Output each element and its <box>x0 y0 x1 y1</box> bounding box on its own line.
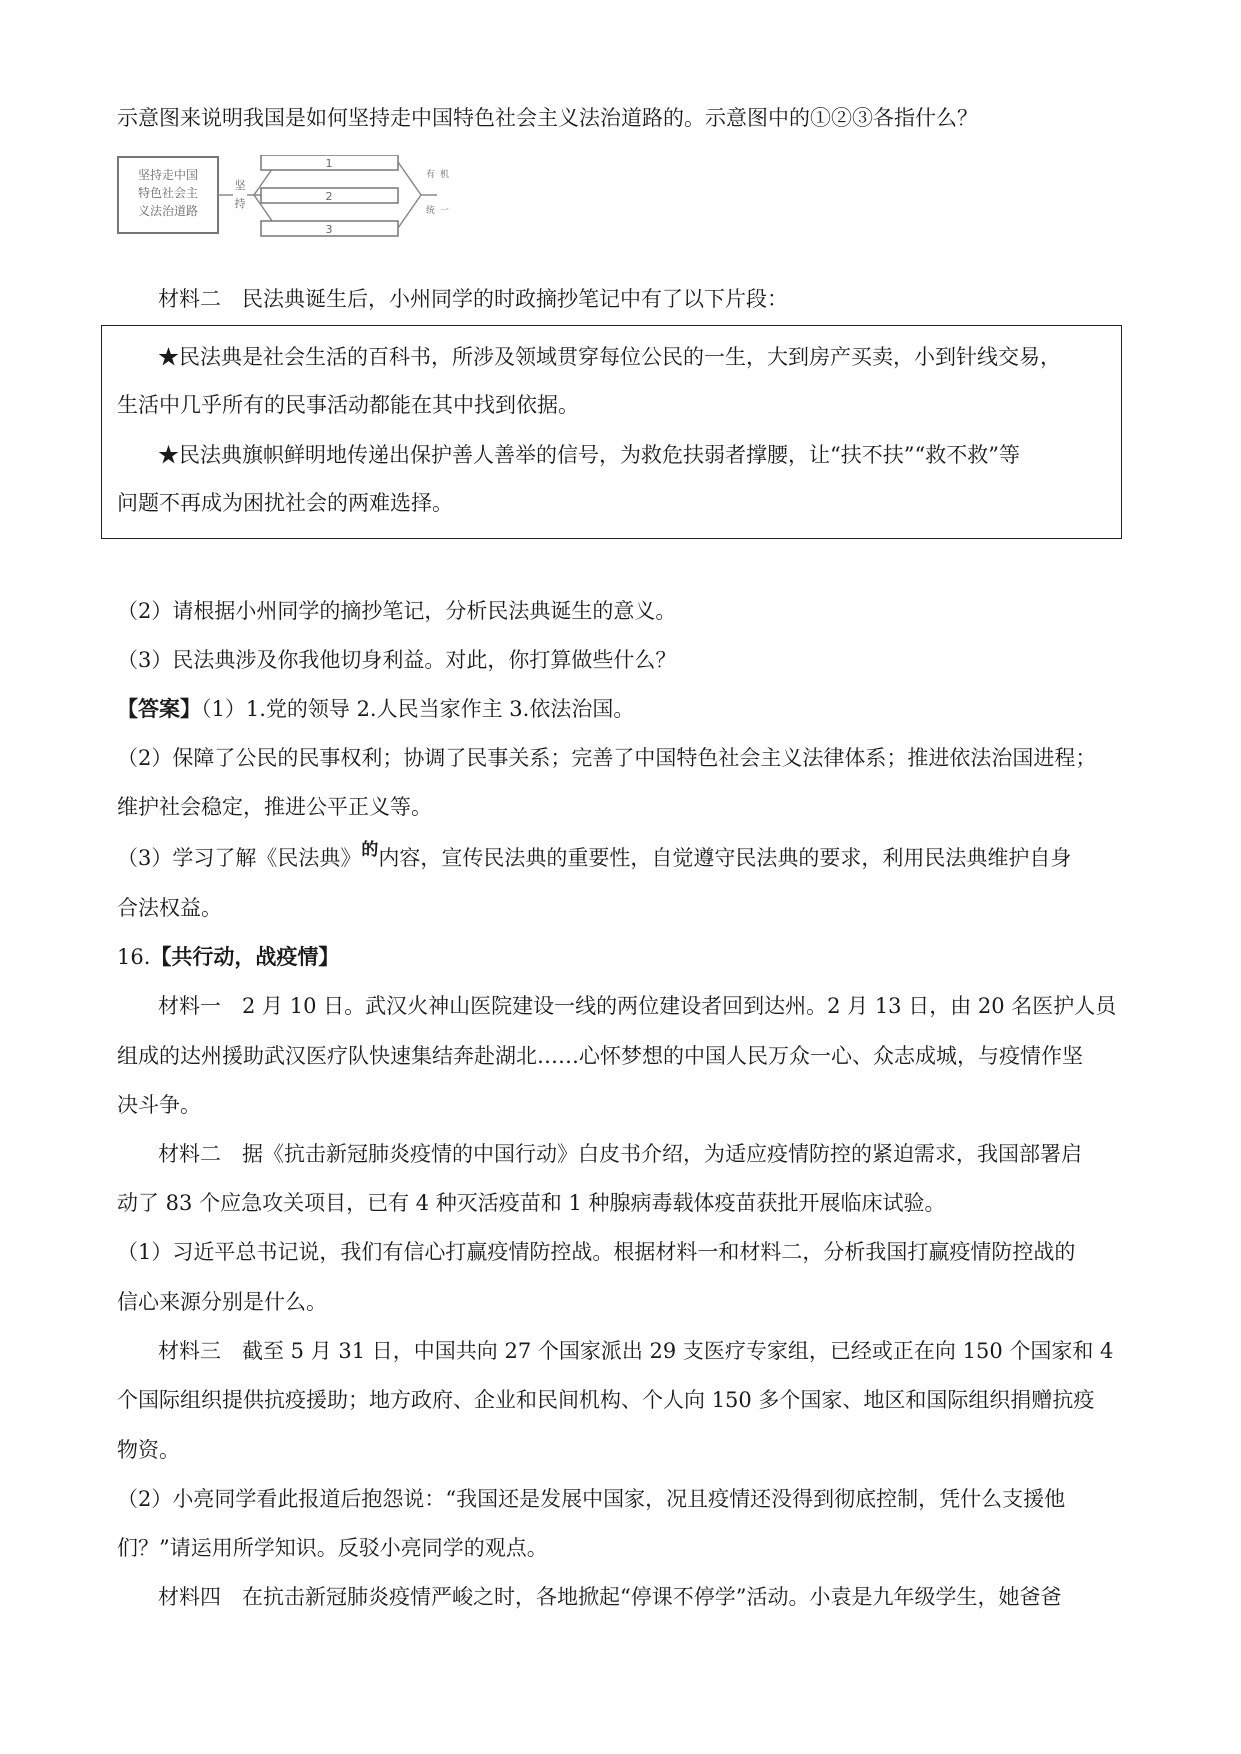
diagram-right-brace <box>398 162 421 228</box>
diagram-jian: 坚 <box>234 179 246 192</box>
q16-2-line-1: （2）小亮同学看此报道后抱怨说：“我国还是发展中国家，况且疫情还没得到彻底控制，凭什么支援他 <box>117 1487 1066 1511</box>
q16-1-line-1: （1）习近平总书记说，我们有信心打赢疫情防控战。根据材料一和材料二，分析我国打赢疫情防控战的 <box>117 1240 1076 1264</box>
question-3: （3）民法典涉及你我他切身利益。对此，你打算做些什么？ <box>117 648 677 672</box>
answer-3-superscript: 的 <box>361 840 379 860</box>
diagram-right-1: 有 <box>426 170 436 180</box>
note-line-2: 生活中几乎所有的民事活动都能在其中找到依据。 <box>117 393 579 417</box>
material3-line-1: 材料三 截至 5 月 31 日，中国共向 27 个国家派出 29 支医疗专家组，已经或正在向 150 个国家和 4 <box>158 1339 1114 1363</box>
diagram-right-4: 一 <box>440 206 450 216</box>
material1-line-3: 决斗争。 <box>117 1093 201 1117</box>
diagram-item-1: 1 <box>325 157 333 170</box>
diagram-item-3: 3 <box>325 223 333 236</box>
answer-3-line-1: （3）学习了解《民法典》$^的$内容，宣传民法典的重要性，自觉遵守民法典的要求，利用民法典维护自身 <box>117 840 1072 870</box>
answer-label: 【答案】 <box>117 696 201 721</box>
answer-1 <box>117 694 634 724</box>
material2-line-2: 动了 83 个应急攻关项目，已有 4 种灭活疫苗和 1 种腺病毒载体疫苗获批开展临床试验。 <box>117 1191 946 1215</box>
diagram-chi: 持 <box>234 197 246 210</box>
diagram-left-text-3: 义法治道路 <box>137 204 199 218</box>
note-line-1: ★民法典是社会生活的百科书，所涉及领域贯穿每位公民的一生，大到房产买卖，小到针线交易， <box>158 345 1061 369</box>
material3-line-3: 物资。 <box>117 1438 180 1462</box>
q16-1-line-2: 信心来源分别是什么。 <box>117 1290 327 1314</box>
answer-2-line-2: 维护社会稳定，推进公平正义等。 <box>117 795 432 819</box>
diagram-item-2: 2 <box>325 190 333 203</box>
rule-of-law-diagram <box>117 155 457 255</box>
answer-1-text: （1）1.党的领导 2.人民当家作主 3.依法治国。 <box>201 697 635 721</box>
intro-line: 示意图来说明我国是如何坚持走中国特色社会主义法治道路的。示意图中的①②③各指什么？ <box>117 106 978 130</box>
diagram-right-3: 统 <box>426 206 436 216</box>
material1-line-2: 组成的达州援助武汉医疗队快速集结奔赴湖北……心怀梦想的中国人民万众一心、众志成城，与疫情作坚 <box>117 1044 1083 1068</box>
diagram-left-text-2: 特色社会主 <box>137 186 199 200</box>
material4-line-1: 材料四 在抗击新冠肺炎疫情严峻之时，各地掀起“停课不停学”活动。小袁是九年级学生，她爸爸 <box>158 1585 1062 1609</box>
note-line-3: ★民法典旗帜鲜明地传递出保护善人善举的信号，为救危扶弱者撑腰，让“扶不扶”“救不救”等 <box>158 443 1020 467</box>
material1-line-1: 材料一 2 月 10 日。武汉火神山医院建设一线的两位建设者回到达州。2 月 13 日，由 20 名医护人员 <box>158 994 1117 1018</box>
q16-heading: 16.【共行动，战疫情】 <box>117 944 340 969</box>
question-2: （2）请根据小州同学的摘抄笔记，分析民法典诞生的意义。 <box>117 599 677 623</box>
answer-3-line-2: 合法权益。 <box>117 896 222 920</box>
material3-line-2: 个国际组织提供抗疫援助；地方政府、企业和民间机构、个人向 150 多个国家、地区和国际组织捐赠抗疫 <box>117 1388 1095 1412</box>
material2-line-1: 材料二 据《抗击新冠肺炎疫情的中国行动》白皮书介绍，为适应疫情防控的紧迫需求，我国部署启 <box>158 1142 1082 1166</box>
note-line-4: 问题不再成为困扰社会的两难选择。 <box>117 491 453 515</box>
material2-intro: 材料二 民法典诞生后，小州同学的时政摘抄笔记中有了以下片段： <box>158 287 788 311</box>
q16-2-line-2: 们？”请运用所学知识。反驳小亮同学的观点。 <box>117 1536 548 1560</box>
diagram-left-text-1: 坚持走中国 <box>137 168 199 182</box>
diagram-right-2: 机 <box>440 170 450 180</box>
answer-2-line-1: （2）保障了公民的民事权利；协调了民事关系；完善了中国特色社会主义法律体系；推进依法治国进程； <box>117 746 1097 770</box>
